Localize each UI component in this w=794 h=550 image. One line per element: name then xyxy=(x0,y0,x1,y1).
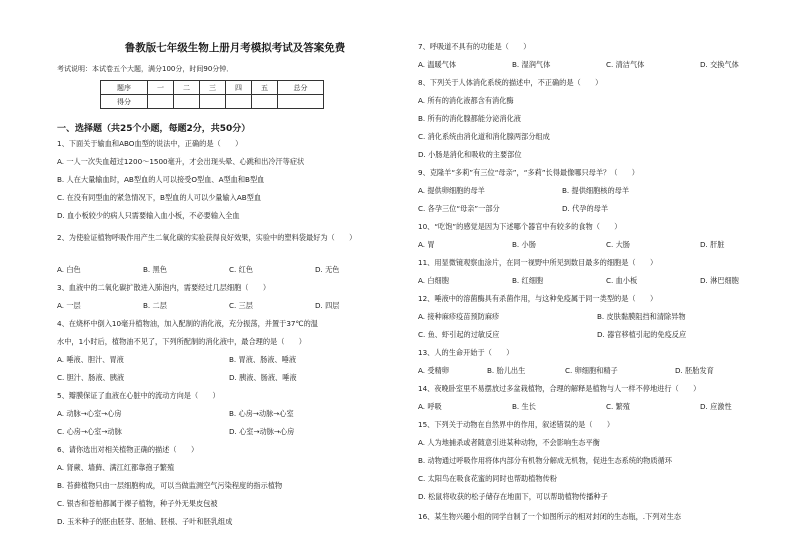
answer-option: C. 繁殖 xyxy=(606,402,630,411)
question-stem: 11、用显微镜观察血涂片，在同一视野中所见到数目最多的细胞是（ ） xyxy=(418,258,658,267)
table-cell: 一 xyxy=(148,81,174,95)
answer-option: D. 应激性 xyxy=(700,402,732,411)
answer-option: A. 提供卵细胞的母羊 xyxy=(418,186,485,195)
score-input-cell xyxy=(174,95,200,109)
answer-option: D. 血小板较少的病人只需要输入血小板，不必要输入全血 xyxy=(57,211,240,220)
answer-option: A. 呼吸 xyxy=(418,402,442,411)
question-stem: 13、人的生命开始于（ ） xyxy=(418,348,514,357)
score-input-cell xyxy=(148,95,174,109)
question-stem: 4、在烧杯中倒入10毫升植物油，加入配制的消化液，充分振荡，并置于37℃的温 xyxy=(57,319,318,328)
answer-option: D. 代孕的母羊 xyxy=(562,204,609,213)
question-stem: 7、呼吸道不具有的功能是（ ） xyxy=(418,42,531,51)
answer-option: B. 小肠 xyxy=(512,240,536,249)
answer-option: B. 心房→动脉→心室 xyxy=(229,409,294,418)
table-cell: 四 xyxy=(226,81,252,95)
answer-option: B. 胎儿出生 xyxy=(487,366,526,375)
answer-option: C. 消化系统由消化道和消化腺两部分组成 xyxy=(418,132,550,141)
answer-option: B. 苔藓植物只由一层细胞构成，可以当做监测空气污染程度的指示植物 xyxy=(57,481,283,490)
answer-option: C. 银杏和苍柏都属于裸子植物，种子外无果皮包被 xyxy=(57,499,218,508)
table-cell: 得分 xyxy=(101,95,148,109)
answer-option: D. 肝脏 xyxy=(700,240,725,249)
score-table-header-row xyxy=(101,81,324,95)
question-stem: 3、血液中的二氧化碳扩散进入肺泡内，需要经过几层细胞（ ） xyxy=(57,283,271,292)
score-table xyxy=(100,80,324,109)
answer-option: A. 一人一次失血超过1200～1500毫升，才会出现头晕、心跳和出冷汗等症状 xyxy=(57,157,305,166)
score-table-row xyxy=(101,95,324,109)
answer-option: B. 生长 xyxy=(512,402,536,411)
section-heading: 一、选择题（共25个小题，每题2分，共50分） xyxy=(57,124,251,134)
question-stem: 15、下列关于动物在自然界中的作用，叙述错误的是（ ） xyxy=(418,420,615,429)
answer-option: B. 所有的消化腺都能分泌消化液 xyxy=(418,114,521,123)
answer-option: B. 动物通过呼吸作用将体内部分有机物分解成无机物，促进生态系统的物质循环 xyxy=(418,456,672,465)
answer-option: C. 卵细胞和精子 xyxy=(565,366,618,375)
answer-option: B. 红细胞 xyxy=(512,276,544,285)
question-stem: 14、夜晚卧室里不易摆放过多盆栽植物，合理的解释是植物与人一样不停地进行（ ） xyxy=(418,384,701,393)
answer-option: A. 人为地捕杀或者随意引进某种动物，不会影响生态平衡 xyxy=(418,438,600,447)
answer-option: B. 皮肤黏膜阻挡和清除异物 xyxy=(597,312,686,321)
answer-option: D. 胰液、肠液、唾液 xyxy=(229,373,297,382)
answer-option: B. 提供细胞核的母羊 xyxy=(562,186,630,195)
question-stem: 10、“吃饱”的感觉是因为下述哪个器官中有较多的食物（ ） xyxy=(418,222,622,231)
answer-option: C. 红色 xyxy=(229,265,253,274)
answer-option: A. 所有的消化液都含有消化酶 xyxy=(418,96,514,105)
score-input-cell xyxy=(278,95,324,109)
answer-option: C. 在没有同型血的紧急情况下，B型血的人可以少量输入AB型血 xyxy=(57,193,262,202)
answer-option: D. 心室→动脉→心房 xyxy=(229,427,295,436)
answer-option: D. 淋巴细胞 xyxy=(700,276,739,285)
answer-option: B. 黑色 xyxy=(143,265,167,274)
question-stem: 5、瓣膜保证了血液在心脏中的流动方向是（ ） xyxy=(57,391,220,400)
answer-option: A. 动脉→心室→心房 xyxy=(57,409,122,418)
question-stem: 12、唾液中的溶菌酶具有杀菌作用，与这种免疫属于同一类型的是（ ） xyxy=(418,294,658,303)
table-cell: 五 xyxy=(252,81,278,95)
answer-option: D. 小肠是消化和吸收的主要部位 xyxy=(418,150,522,159)
question-stem: 9、克隆羊“多莉”有三位“母亲”，“多莉”长得最像哪只母羊？（ ） xyxy=(418,168,639,177)
answer-option: C. 血小板 xyxy=(606,276,638,285)
answer-option: D. 松鼠将收获的松子储存在地面下，可以帮助植物传播种子 xyxy=(418,492,608,501)
answer-option: A. 接种麻疹疫苗预防麻疹 xyxy=(418,312,500,321)
answer-option: C. 胆汁、肠液、胰液 xyxy=(57,373,125,382)
answer-option: D. 交换气体 xyxy=(700,60,739,69)
answer-option: D. 器官移植引起的免疫反应 xyxy=(597,330,687,339)
score-input-cell xyxy=(200,95,226,109)
table-cell: 总分 xyxy=(278,81,324,95)
question-stem: 2、为使验证植物呼吸作用产生二氧化碳的实验获得良好效果，实验中的塑料袋最好为（ ） xyxy=(57,233,357,242)
question-stem: 6、请你选出对相关植物正确的描述（ ） xyxy=(57,445,199,454)
answer-option: A. 肾蕨、墙藓、满江红都靠孢子繁殖 xyxy=(57,463,175,472)
question-stem: 8、下列关于人体消化系统的描述中，不正确的是（ ） xyxy=(418,78,603,87)
answer-option: C. 太阳鸟在吸食花蜜的同时也帮助植物传粉 xyxy=(418,474,557,483)
answer-option: C. 鱼、虾引起的过敏反应 xyxy=(418,330,500,339)
question-stem: 水中，1小时后，植物油不见了，下列所配制的消化液中，最合理的是（ ） xyxy=(57,337,306,346)
answer-option: C. 大肠 xyxy=(606,240,630,249)
answer-option: D. 四层 xyxy=(315,301,340,310)
answer-option: A. 温暖气体 xyxy=(418,60,457,69)
answer-option: B. 胃液、肠液、唾液 xyxy=(229,355,297,364)
answer-option: A. 一层 xyxy=(57,301,81,310)
question-stem: 1、下面关于输血和ABO血型的说法中，正确的是（ ） xyxy=(57,139,243,148)
answer-option: C. 清洁气体 xyxy=(606,60,645,69)
answer-option: A. 受精卵 xyxy=(418,366,449,375)
score-input-cell xyxy=(252,95,278,109)
answer-option: C. 三层 xyxy=(229,301,253,310)
answer-option: A. 胃 xyxy=(418,240,435,249)
table-cell: 三 xyxy=(200,81,226,95)
answer-option: A. 白色 xyxy=(57,265,81,274)
table-cell: 题序 xyxy=(101,81,148,95)
answer-option: A. 白细胞 xyxy=(418,276,449,285)
score-input-cell xyxy=(226,95,252,109)
answer-option: D. 玉米种子的胚由胚芽、胚轴、胚根、子叶和胚乳组成 xyxy=(57,517,233,526)
answer-option: D. 胚胎发育 xyxy=(675,366,714,375)
answer-option: A. 唾液、胆汁、胃液 xyxy=(57,355,124,364)
question-stem: 16、某生物兴趣小组的同学自制了一个如图所示的相对封闭的生态瓶，.下列对生态 xyxy=(418,512,681,521)
exam-note: 考试说明：本试卷五个大题，满分100分，时间90分钟． xyxy=(57,65,234,73)
page-title: 鲁教版七年级生物上册月考模拟考试及答案免费 xyxy=(124,42,346,54)
answer-option: C. 心房→心室→动脉 xyxy=(57,427,122,436)
table-cell: 二 xyxy=(174,81,200,95)
answer-option: D. 无色 xyxy=(315,265,340,274)
answer-option: B. 人在大量输血时，AB型血的人可以接受O型血、A型血和B型血 xyxy=(57,175,265,184)
answer-option: B. 湿润气体 xyxy=(512,60,551,69)
answer-option: C. 各孕三位“母亲”一部分 xyxy=(418,204,500,213)
answer-option: B. 二层 xyxy=(143,301,167,310)
